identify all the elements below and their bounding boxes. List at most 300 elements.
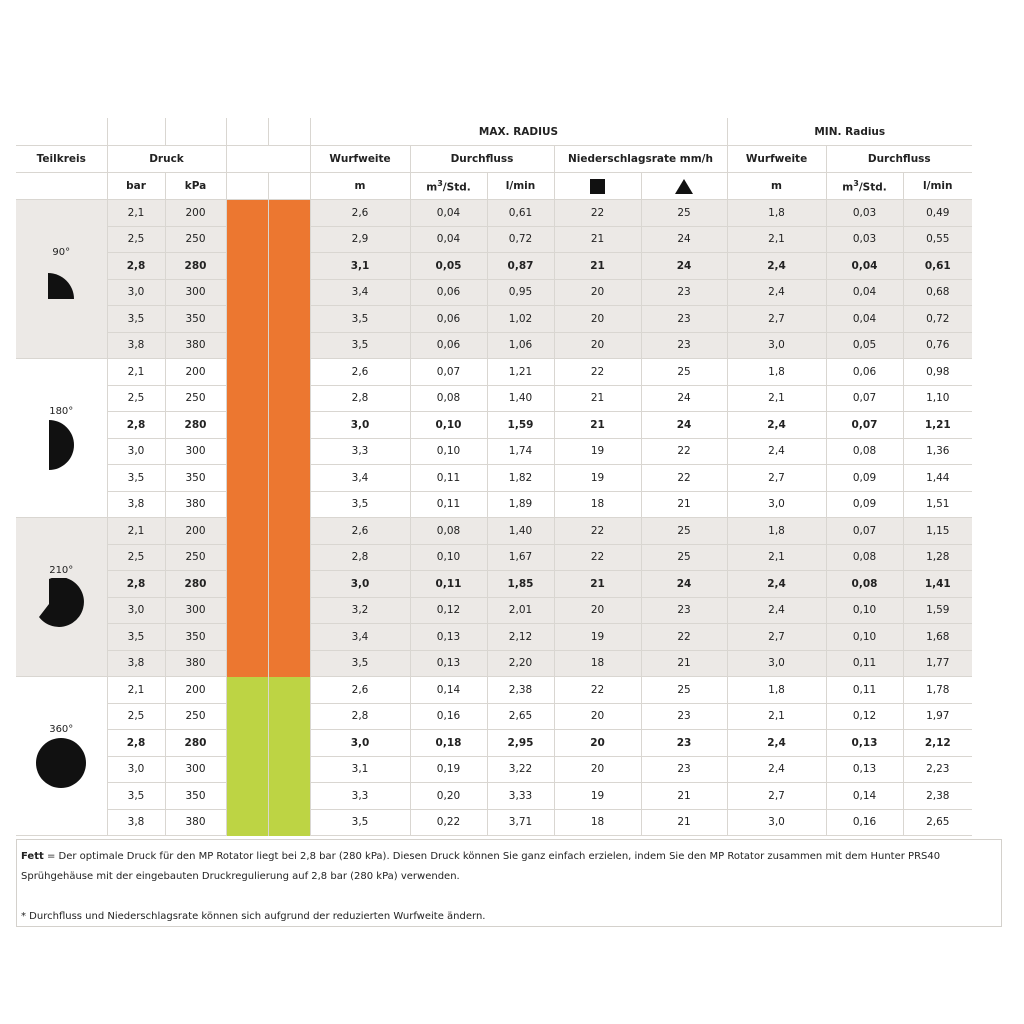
max-wurfweite-cell: 3,0 bbox=[310, 412, 410, 439]
table-row bbox=[16, 783, 972, 810]
rate-square-cell: 22 bbox=[554, 677, 641, 704]
min-durchfluss-lmin-cell: 2,65 bbox=[903, 809, 972, 836]
min-durchfluss-lmin-cell: 1,78 bbox=[903, 677, 972, 704]
min-durchfluss-m3-cell: 0,08 bbox=[826, 571, 903, 598]
min-wurfweite-cell: 2,1 bbox=[727, 544, 826, 571]
unit-bar: bar bbox=[107, 173, 165, 200]
color-band-orange bbox=[268, 491, 310, 518]
rate-square-cell: 20 bbox=[554, 332, 641, 359]
table-row bbox=[16, 306, 972, 333]
bar-cell: 3,0 bbox=[107, 597, 165, 624]
min-wurfweite-cell: 2,7 bbox=[727, 624, 826, 651]
min-durchfluss-lmin-cell: 2,38 bbox=[903, 783, 972, 810]
min-wurfweite-cell: 2,4 bbox=[727, 597, 826, 624]
rate-triangle-cell: 22 bbox=[641, 438, 727, 465]
min-wurfweite-heading: Wurfweite bbox=[727, 146, 826, 173]
min-durchfluss-m3-cell: 0,06 bbox=[826, 359, 903, 386]
max-wurfweite-cell: 3,5 bbox=[310, 332, 410, 359]
notes-box bbox=[16, 839, 1002, 927]
triangle-icon-cell bbox=[641, 173, 727, 200]
color-band-orange bbox=[226, 412, 268, 439]
table-row bbox=[16, 491, 972, 518]
min-durchfluss-lmin-cell: 0,72 bbox=[903, 306, 972, 333]
kpa-cell: 200 bbox=[165, 200, 226, 227]
arc-cell bbox=[16, 518, 107, 677]
min-durchfluss-lmin-cell: 1,51 bbox=[903, 491, 972, 518]
max-durchfluss-m3-cell: 0,04 bbox=[410, 226, 487, 253]
min-wurfweite-cell: 1,8 bbox=[727, 677, 826, 704]
arc-label: 360° bbox=[49, 723, 74, 735]
table-row bbox=[16, 730, 972, 757]
min-wurfweite-cell: 2,4 bbox=[727, 571, 826, 598]
max-durchfluss-lmin-cell: 0,72 bbox=[487, 226, 554, 253]
color-band-orange bbox=[226, 226, 268, 253]
kpa-cell: 350 bbox=[165, 465, 226, 492]
unit-lmin: l/min bbox=[487, 173, 554, 200]
max-wurfweite-cell: 2,9 bbox=[310, 226, 410, 253]
color-band-orange bbox=[268, 200, 310, 227]
bar-cell: 2,5 bbox=[107, 226, 165, 253]
rate-triangle-cell: 23 bbox=[641, 279, 727, 306]
max-durchfluss-lmin-cell: 1,67 bbox=[487, 544, 554, 571]
kpa-cell: 280 bbox=[165, 253, 226, 280]
bar-cell: 3,8 bbox=[107, 650, 165, 677]
rate-triangle-cell: 24 bbox=[641, 253, 727, 280]
arc-cell bbox=[16, 359, 107, 518]
min-durchfluss-m3-cell: 0,04 bbox=[826, 306, 903, 333]
min-durchfluss-lmin-cell: 0,76 bbox=[903, 332, 972, 359]
bar-cell: 3,0 bbox=[107, 279, 165, 306]
quarter-circle-icon bbox=[35, 260, 87, 312]
max-durchfluss-lmin-cell: 1,40 bbox=[487, 518, 554, 545]
rate-triangle-cell: 24 bbox=[641, 226, 727, 253]
rate-square-cell: 19 bbox=[554, 624, 641, 651]
kpa-cell: 250 bbox=[165, 226, 226, 253]
max-wurfweite-cell: 3,2 bbox=[310, 597, 410, 624]
table-row bbox=[16, 465, 972, 492]
color-band-orange bbox=[226, 306, 268, 333]
rate-triangle-cell: 22 bbox=[641, 624, 727, 651]
210-degree-arc-icon bbox=[35, 578, 87, 630]
color-band-green bbox=[268, 756, 310, 783]
rate-triangle-cell: 23 bbox=[641, 730, 727, 757]
rate-square-cell: 21 bbox=[554, 226, 641, 253]
teilkreis-heading: Teilkreis bbox=[16, 146, 107, 173]
rate-square-cell: 20 bbox=[554, 279, 641, 306]
rate-triangle-cell: 23 bbox=[641, 597, 727, 624]
color-band-green bbox=[226, 756, 268, 783]
min-durchfluss-m3-cell: 0,09 bbox=[826, 465, 903, 492]
table-row bbox=[16, 359, 972, 386]
color-band-green bbox=[226, 783, 268, 810]
bar-cell: 3,5 bbox=[107, 306, 165, 333]
min-durchfluss-m3-cell: 0,07 bbox=[826, 412, 903, 439]
min-wurfweite-cell: 2,4 bbox=[727, 279, 826, 306]
min-durchfluss-m3-cell: 0,11 bbox=[826, 650, 903, 677]
color-band-orange bbox=[268, 438, 310, 465]
max-wurfweite-cell: 3,4 bbox=[310, 279, 410, 306]
bar-cell: 3,5 bbox=[107, 783, 165, 810]
niederschlagsrate-heading: Niederschlagsrate mm/h bbox=[554, 146, 727, 173]
color-band-orange bbox=[268, 385, 310, 412]
color-band-orange bbox=[226, 491, 268, 518]
table-row bbox=[16, 412, 972, 439]
color-band-orange bbox=[226, 624, 268, 651]
color-band-orange bbox=[226, 253, 268, 280]
rate-square-cell: 19 bbox=[554, 438, 641, 465]
max-wurfweite-cell: 3,4 bbox=[310, 624, 410, 651]
rate-triangle-cell: 25 bbox=[641, 359, 727, 386]
max-durchfluss-m3-cell: 0,14 bbox=[410, 677, 487, 704]
min-wurfweite-cell: 2,4 bbox=[727, 756, 826, 783]
color-band-orange bbox=[226, 518, 268, 545]
fett-label: Fett bbox=[21, 851, 44, 862]
kpa-cell: 350 bbox=[165, 624, 226, 651]
rate-square-cell: 20 bbox=[554, 306, 641, 333]
kpa-cell: 200 bbox=[165, 518, 226, 545]
max-durchfluss-lmin-cell: 2,01 bbox=[487, 597, 554, 624]
max-wurfweite-cell: 2,6 bbox=[310, 518, 410, 545]
max-durchfluss-m3-cell: 0,12 bbox=[410, 597, 487, 624]
min-wurfweite-cell: 2,7 bbox=[727, 306, 826, 333]
max-durchfluss-m3-cell: 0,13 bbox=[410, 624, 487, 651]
max-durchfluss-m3-cell: 0,20 bbox=[410, 783, 487, 810]
max-durchfluss-lmin-cell: 0,87 bbox=[487, 253, 554, 280]
rate-triangle-cell: 25 bbox=[641, 544, 727, 571]
arc-cell bbox=[16, 200, 107, 359]
max-durchfluss-lmin-cell: 2,12 bbox=[487, 624, 554, 651]
max-wurfweite-cell: 3,1 bbox=[310, 253, 410, 280]
table-row bbox=[16, 703, 972, 730]
min-wurfweite-cell: 3,0 bbox=[727, 650, 826, 677]
arc-label: 210° bbox=[49, 564, 74, 576]
table-row bbox=[16, 200, 972, 227]
color-band-orange bbox=[226, 385, 268, 412]
max-wurfweite-cell: 2,6 bbox=[310, 359, 410, 386]
rate-square-cell: 18 bbox=[554, 491, 641, 518]
rate-triangle-cell: 23 bbox=[641, 703, 727, 730]
min-durchfluss-m3-cell: 0,12 bbox=[826, 703, 903, 730]
min-durchfluss-lmin-cell: 1,36 bbox=[903, 438, 972, 465]
min-durchfluss-m3-cell: 0,11 bbox=[826, 677, 903, 704]
druck-heading: Druck bbox=[107, 146, 226, 173]
max-durchfluss-lmin-cell: 1,85 bbox=[487, 571, 554, 598]
min-durchfluss-m3-cell: 0,09 bbox=[826, 491, 903, 518]
min-durchfluss-lmin-cell: 0,98 bbox=[903, 359, 972, 386]
min-durchfluss-lmin-cell: 0,61 bbox=[903, 253, 972, 280]
color-band-orange bbox=[268, 465, 310, 492]
color-band-orange bbox=[268, 544, 310, 571]
min-durchfluss-m3-cell: 0,04 bbox=[826, 279, 903, 306]
min-wurfweite-cell: 2,1 bbox=[727, 226, 826, 253]
color-band-orange bbox=[226, 544, 268, 571]
min-durchfluss-m3-cell: 0,08 bbox=[826, 438, 903, 465]
max-durchfluss-lmin-cell: 0,61 bbox=[487, 200, 554, 227]
rate-triangle-cell: 22 bbox=[641, 465, 727, 492]
color-band-green bbox=[268, 730, 310, 757]
color-band-orange bbox=[226, 332, 268, 359]
rate-square-cell: 20 bbox=[554, 756, 641, 783]
durchfluss-heading: Durchfluss bbox=[410, 146, 554, 173]
footnote: * Durchfluss und Niederschlagsrate können sich aufgrund der reduzierten Wurfweite ändern. bbox=[21, 911, 486, 922]
max-durchfluss-m3-cell: 0,08 bbox=[410, 518, 487, 545]
min-durchfluss-m3-cell: 0,07 bbox=[826, 385, 903, 412]
max-durchfluss-m3-cell: 0,11 bbox=[410, 571, 487, 598]
kpa-cell: 250 bbox=[165, 703, 226, 730]
min-durchfluss-lmin-cell: 1,97 bbox=[903, 703, 972, 730]
square-icon bbox=[590, 179, 605, 194]
min-durchfluss-lmin-cell: 1,68 bbox=[903, 624, 972, 651]
table-row bbox=[16, 650, 972, 677]
max-wurfweite-cell: 3,3 bbox=[310, 783, 410, 810]
max-wurfweite-cell: 2,8 bbox=[310, 703, 410, 730]
min-wurfweite-cell: 2,1 bbox=[727, 703, 826, 730]
min-durchfluss-m3-cell: 0,10 bbox=[826, 597, 903, 624]
kpa-cell: 200 bbox=[165, 677, 226, 704]
min-durchfluss-lmin-cell: 1,41 bbox=[903, 571, 972, 598]
max-wurfweite-cell: 3,4 bbox=[310, 465, 410, 492]
min-wurfweite-cell: 2,1 bbox=[727, 385, 826, 412]
color-band-orange bbox=[226, 279, 268, 306]
min-wurfweite-cell: 2,7 bbox=[727, 783, 826, 810]
min-durchfluss-heading: Durchfluss bbox=[826, 146, 972, 173]
min-wurfweite-cell: 3,0 bbox=[727, 332, 826, 359]
kpa-cell: 380 bbox=[165, 809, 226, 836]
color-band-orange bbox=[226, 200, 268, 227]
color-band-orange bbox=[226, 597, 268, 624]
max-wurfweite-cell: 3,0 bbox=[310, 571, 410, 598]
table-row bbox=[16, 279, 972, 306]
max-durchfluss-lmin-cell: 1,89 bbox=[487, 491, 554, 518]
min-wurfweite-cell: 2,4 bbox=[727, 253, 826, 280]
fett-text: = Der optimale Druck für den MP Rotator liegt bei 2,8 bar (280 kPa). Diesen Druck können Sie ganz einfach erzielen, indem Sie den MP Rotator zusammen mit dem Hunter PRS40 Sprühgehäuse mit der eingebauten Druckregulierung auf 2,8 bar (280 kPa) verwenden. bbox=[21, 851, 941, 882]
color-band-orange bbox=[226, 571, 268, 598]
min-durchfluss-lmin-cell: 1,10 bbox=[903, 385, 972, 412]
rate-triangle-cell: 25 bbox=[641, 200, 727, 227]
kpa-cell: 280 bbox=[165, 571, 226, 598]
max-durchfluss-lmin-cell: 2,38 bbox=[487, 677, 554, 704]
unit-m: m bbox=[310, 173, 410, 200]
kpa-cell: 350 bbox=[165, 783, 226, 810]
max-durchfluss-lmin-cell: 0,95 bbox=[487, 279, 554, 306]
max-wurfweite-cell: 2,6 bbox=[310, 677, 410, 704]
min-durchfluss-lmin-cell: 1,15 bbox=[903, 518, 972, 545]
color-band-green bbox=[226, 677, 268, 704]
table-row bbox=[16, 624, 972, 651]
min-durchfluss-lmin-cell: 0,55 bbox=[903, 226, 972, 253]
bar-cell: 3,5 bbox=[107, 465, 165, 492]
color-band-orange bbox=[226, 465, 268, 492]
min-durchfluss-m3-cell: 0,13 bbox=[826, 730, 903, 757]
bar-cell: 2,5 bbox=[107, 544, 165, 571]
rate-square-cell: 22 bbox=[554, 359, 641, 386]
min-durchfluss-lmin-cell: 2,23 bbox=[903, 756, 972, 783]
table-row bbox=[16, 571, 972, 598]
rate-triangle-cell: 24 bbox=[641, 571, 727, 598]
color-band-orange bbox=[226, 359, 268, 386]
color-band-orange bbox=[268, 253, 310, 280]
max-durchfluss-m3-cell: 0,10 bbox=[410, 412, 487, 439]
min-durchfluss-m3-cell: 0,03 bbox=[826, 226, 903, 253]
max-durchfluss-lmin-cell: 3,22 bbox=[487, 756, 554, 783]
min-durchfluss-m3-cell: 0,14 bbox=[826, 783, 903, 810]
max-durchfluss-lmin-cell: 1,02 bbox=[487, 306, 554, 333]
color-band-orange bbox=[268, 306, 310, 333]
rate-triangle-cell: 21 bbox=[641, 491, 727, 518]
max-radius-heading: MAX. RADIUS bbox=[310, 118, 727, 146]
kpa-cell: 300 bbox=[165, 438, 226, 465]
kpa-cell: 200 bbox=[165, 359, 226, 386]
max-wurfweite-cell: 3,0 bbox=[310, 730, 410, 757]
min-wurfweite-cell: 2,4 bbox=[727, 412, 826, 439]
max-durchfluss-lmin-cell: 1,74 bbox=[487, 438, 554, 465]
max-durchfluss-m3-cell: 0,06 bbox=[410, 306, 487, 333]
rate-square-cell: 21 bbox=[554, 412, 641, 439]
wurfweite-heading: Wurfweite bbox=[310, 146, 410, 173]
rate-square-cell: 19 bbox=[554, 783, 641, 810]
rate-triangle-cell: 23 bbox=[641, 306, 727, 333]
max-wurfweite-cell: 3,5 bbox=[310, 491, 410, 518]
rate-triangle-cell: 25 bbox=[641, 677, 727, 704]
min-wurfweite-cell: 2,4 bbox=[727, 730, 826, 757]
min-durchfluss-m3-cell: 0,16 bbox=[826, 809, 903, 836]
min-durchfluss-m3-cell: 0,13 bbox=[826, 756, 903, 783]
arc-label: 90° bbox=[52, 246, 71, 258]
min-wurfweite-cell: 1,8 bbox=[727, 518, 826, 545]
kpa-cell: 250 bbox=[165, 385, 226, 412]
min-durchfluss-lmin-cell: 1,21 bbox=[903, 412, 972, 439]
table-row bbox=[16, 809, 972, 836]
color-band-green bbox=[226, 703, 268, 730]
rate-square-cell: 18 bbox=[554, 809, 641, 836]
header-row-3 bbox=[16, 173, 972, 200]
min-durchfluss-m3-cell: 0,08 bbox=[826, 544, 903, 571]
min-radius-heading: MIN. Radius bbox=[727, 118, 972, 146]
rate-square-cell: 22 bbox=[554, 200, 641, 227]
square-icon-cell bbox=[554, 173, 641, 200]
rate-square-cell: 18 bbox=[554, 650, 641, 677]
rate-triangle-cell: 21 bbox=[641, 650, 727, 677]
min-durchfluss-lmin-cell: 2,12 bbox=[903, 730, 972, 757]
color-band-orange bbox=[268, 332, 310, 359]
color-band-orange bbox=[226, 650, 268, 677]
max-durchfluss-lmin-cell: 2,95 bbox=[487, 730, 554, 757]
min-wurfweite-cell: 2,7 bbox=[727, 465, 826, 492]
max-wurfweite-cell: 2,8 bbox=[310, 544, 410, 571]
header-row-2 bbox=[16, 146, 972, 173]
max-durchfluss-lmin-cell: 3,71 bbox=[487, 809, 554, 836]
max-durchfluss-lmin-cell: 3,33 bbox=[487, 783, 554, 810]
min-wurfweite-cell: 3,0 bbox=[727, 491, 826, 518]
arc-label: 180° bbox=[49, 405, 74, 417]
fett-note bbox=[21, 847, 997, 887]
color-band-orange bbox=[268, 650, 310, 677]
color-band-orange bbox=[226, 438, 268, 465]
bar-cell: 2,8 bbox=[107, 253, 165, 280]
rate-square-cell: 19 bbox=[554, 465, 641, 492]
color-band-green bbox=[268, 677, 310, 704]
rate-triangle-cell: 24 bbox=[641, 412, 727, 439]
kpa-cell: 350 bbox=[165, 306, 226, 333]
color-band-orange bbox=[268, 624, 310, 651]
bar-cell: 2,8 bbox=[107, 730, 165, 757]
bar-cell: 3,0 bbox=[107, 756, 165, 783]
rate-square-cell: 21 bbox=[554, 253, 641, 280]
color-band-orange bbox=[268, 571, 310, 598]
bar-cell: 2,8 bbox=[107, 571, 165, 598]
spec-table-wrapper bbox=[16, 118, 972, 836]
rate-triangle-cell: 23 bbox=[641, 332, 727, 359]
bar-cell: 2,1 bbox=[107, 677, 165, 704]
min-durchfluss-lmin-cell: 0,49 bbox=[903, 200, 972, 227]
max-durchfluss-lmin-cell: 2,65 bbox=[487, 703, 554, 730]
min-durchfluss-m3-cell: 0,03 bbox=[826, 200, 903, 227]
kpa-cell: 380 bbox=[165, 491, 226, 518]
kpa-cell: 300 bbox=[165, 279, 226, 306]
max-durchfluss-m3-cell: 0,04 bbox=[410, 200, 487, 227]
color-band-orange bbox=[268, 412, 310, 439]
color-band-green bbox=[268, 783, 310, 810]
max-wurfweite-cell: 2,6 bbox=[310, 200, 410, 227]
table-row bbox=[16, 597, 972, 624]
max-wurfweite-cell: 2,8 bbox=[310, 385, 410, 412]
max-durchfluss-m3-cell: 0,10 bbox=[410, 544, 487, 571]
color-band-orange bbox=[268, 597, 310, 624]
bar-cell: 3,5 bbox=[107, 624, 165, 651]
max-durchfluss-lmin-cell: 1,06 bbox=[487, 332, 554, 359]
color-band-orange bbox=[268, 518, 310, 545]
max-durchfluss-m3-cell: 0,06 bbox=[410, 332, 487, 359]
bar-cell: 3,8 bbox=[107, 332, 165, 359]
min-durchfluss-lmin-cell: 1,59 bbox=[903, 597, 972, 624]
full-circle-icon bbox=[35, 737, 87, 789]
max-durchfluss-lmin-cell: 1,21 bbox=[487, 359, 554, 386]
bar-cell: 2,5 bbox=[107, 385, 165, 412]
table-row bbox=[16, 438, 972, 465]
max-wurfweite-cell: 3,5 bbox=[310, 306, 410, 333]
max-durchfluss-m3-cell: 0,07 bbox=[410, 359, 487, 386]
table-row bbox=[16, 544, 972, 571]
max-durchfluss-m3-cell: 0,11 bbox=[410, 491, 487, 518]
min-wurfweite-cell: 1,8 bbox=[727, 359, 826, 386]
color-band-orange bbox=[268, 359, 310, 386]
min-wurfweite-cell: 3,0 bbox=[727, 809, 826, 836]
max-durchfluss-lmin-cell: 1,40 bbox=[487, 385, 554, 412]
bar-cell: 2,1 bbox=[107, 200, 165, 227]
max-wurfweite-cell: 3,1 bbox=[310, 756, 410, 783]
table-row bbox=[16, 518, 972, 545]
max-wurfweite-cell: 3,5 bbox=[310, 650, 410, 677]
min-unit-lmin: l/min bbox=[903, 173, 972, 200]
bar-cell: 2,1 bbox=[107, 359, 165, 386]
max-durchfluss-m3-cell: 0,22 bbox=[410, 809, 487, 836]
max-wurfweite-cell: 3,5 bbox=[310, 809, 410, 836]
bar-cell: 2,5 bbox=[107, 703, 165, 730]
kpa-cell: 300 bbox=[165, 756, 226, 783]
min-durchfluss-lmin-cell: 0,68 bbox=[903, 279, 972, 306]
max-durchfluss-m3-cell: 0,11 bbox=[410, 465, 487, 492]
min-wurfweite-cell: 1,8 bbox=[727, 200, 826, 227]
table-row bbox=[16, 677, 972, 704]
color-band-orange bbox=[268, 279, 310, 306]
kpa-cell: 380 bbox=[165, 650, 226, 677]
min-durchfluss-m3-cell: 0,07 bbox=[826, 518, 903, 545]
kpa-cell: 250 bbox=[165, 544, 226, 571]
rate-square-cell: 20 bbox=[554, 597, 641, 624]
bar-cell: 2,1 bbox=[107, 518, 165, 545]
half-circle-icon bbox=[35, 419, 87, 471]
kpa-cell: 300 bbox=[165, 597, 226, 624]
